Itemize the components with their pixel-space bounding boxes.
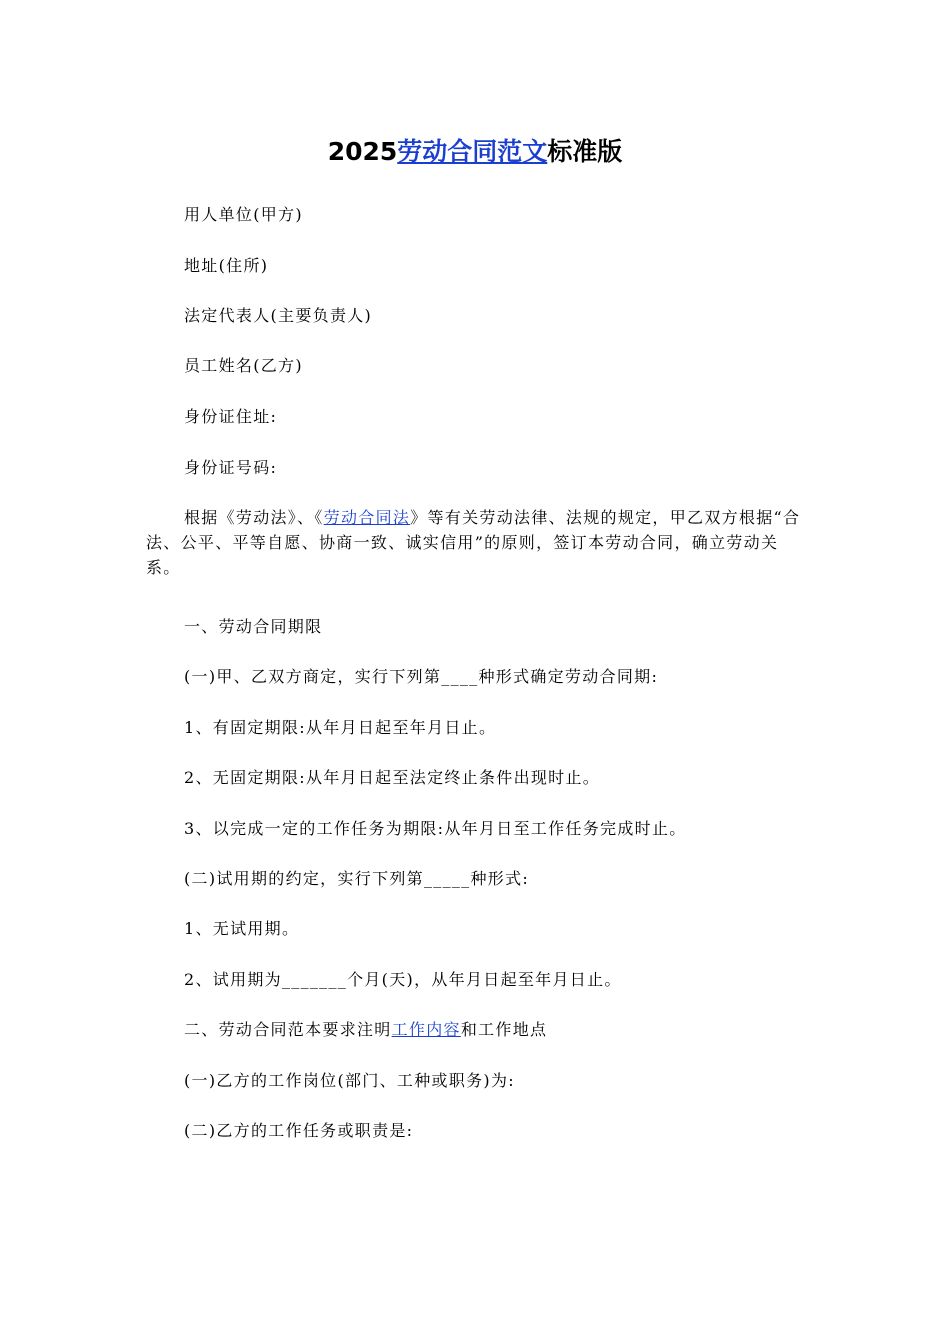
work-content-link[interactable]: 工作内容 — [391, 1020, 461, 1039]
trial-option1: 1、无试用期。 — [184, 919, 300, 938]
id-number-line: 身份证号码: — [184, 458, 278, 477]
intro-paragraph: 根据《劳动法》、《劳动合同法》等有关劳动法律、法规的规定，甲乙双方根据“合法、公平、平等自愿、协商一致、诚实信用”的原则，签订本劳动合同，确立劳动关系。 — [146, 508, 801, 577]
title-suffix: 标准版 — [547, 137, 623, 166]
employee-name-line: 员工姓名(乙方) — [184, 356, 303, 375]
legal-rep-line: 法定代表人(主要负责人) — [184, 306, 373, 325]
section2-item2: (二)乙方的工作任务或职责是: — [184, 1121, 414, 1140]
document-title — [0, 134, 950, 170]
title-year: 2025 — [327, 137, 398, 166]
id-address-line: 身份证住址: — [184, 407, 278, 426]
section2-item1: (一)乙方的工作岗位(部门、工种或职务)为: — [184, 1071, 515, 1090]
labor-contract-law-link[interactable]: 劳动合同法 — [323, 508, 411, 527]
trial-option2: 2、试用期为_______个月(天)，从年月日起至年月日止。 — [184, 970, 622, 989]
section2-heading: 二、劳动合同范本要求注明工作内容和工作地点 — [184, 1020, 548, 1039]
section1-item2: (二)试用期的约定，实行下列第_____种形式: — [184, 869, 530, 888]
section1-option3: 3、以完成一定的工作任务为期限:从年月日至工作任务完成时止。 — [184, 819, 687, 838]
section1-option1: 1、有固定期限:从年月日起至年月日止。 — [184, 718, 497, 737]
section1-heading: 一、劳动合同期限 — [184, 617, 323, 636]
section1-item1: (一)甲、乙双方商定，实行下列第____种形式确定劳动合同期: — [184, 667, 659, 686]
address-line: 地址(住所) — [184, 256, 269, 275]
section1-option2: 2、无固定期限:从年月日起至法定终止条件出现时止。 — [184, 768, 601, 787]
employer-line: 用人单位(甲方) — [184, 205, 303, 224]
title-link[interactable]: 劳动合同范文 — [397, 137, 548, 166]
